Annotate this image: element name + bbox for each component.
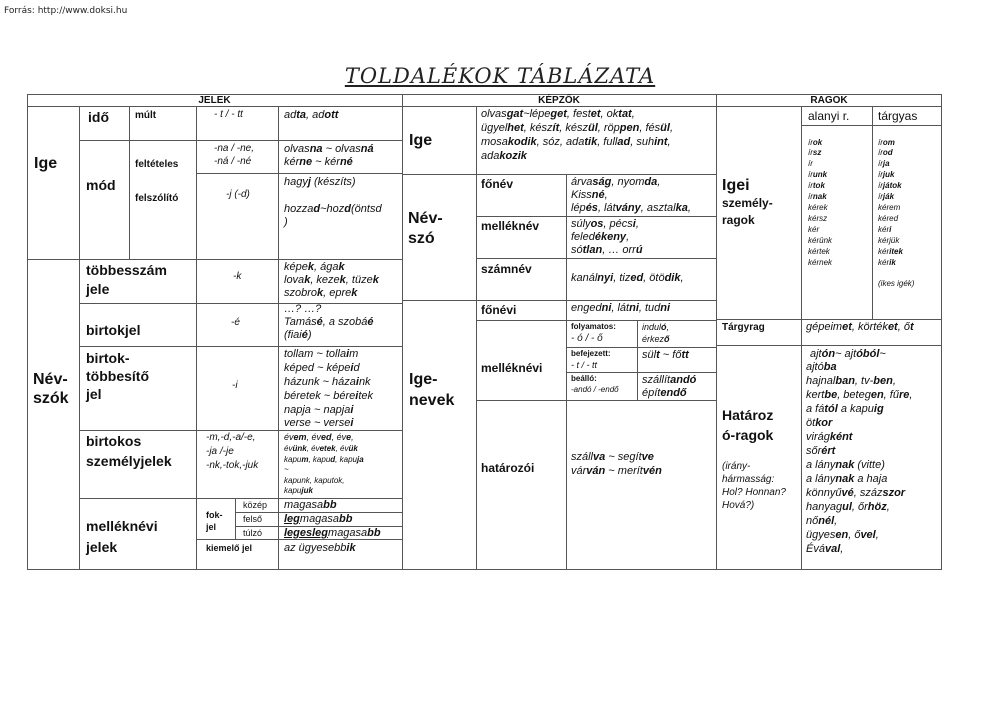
tobbes-ex-1: képek, ágak — [284, 261, 345, 273]
befejezett-label: befejezett: — [571, 349, 611, 358]
felszolito-ex-2: hozzad~hozd(öntsd — [284, 203, 382, 215]
fonev-label: főnév — [481, 177, 514, 191]
felteteles-suffix-1: -na / -ne, — [214, 143, 255, 154]
felszolito-suffix: -j (-d) — [226, 189, 250, 200]
targyrag-ex: gépeimet, körtéket, őt — [806, 321, 914, 333]
felteteles-label: feltételes — [135, 159, 179, 170]
tobbesito-label-2: többesítő — [86, 368, 149, 384]
list-item: kérek — [808, 203, 828, 212]
page-title: TOLDALÉKOK TÁBLÁZATA — [344, 64, 656, 88]
list-item: kéred — [878, 214, 899, 223]
targyas-header: tárgyas — [878, 109, 918, 123]
felszolito-ex-3: ) — [284, 216, 288, 228]
list-item: írom — [878, 138, 895, 147]
szamnev-label: számnév — [481, 262, 532, 276]
felso-label: felső — [243, 514, 263, 524]
kiemelo-label: kiemelő jel — [206, 543, 253, 553]
alanyi-header: alanyi r. — [808, 109, 850, 123]
tobbes-ex-3: szobrok, eprek — [284, 287, 358, 299]
list-item: kérnek — [808, 258, 833, 267]
hatarozo-ex: ajtón~ ajtóból~ — [810, 348, 886, 360]
tobbesito-ex: tollam ~ tollaim — [284, 348, 359, 360]
igenevek-label-2: nevek — [409, 392, 455, 409]
tulzo-ex: legeslegmagasabb — [284, 527, 381, 539]
beallo-suffix: -andó / -endő — [571, 385, 619, 394]
nevszok-label-1: Név- — [33, 371, 68, 388]
hatarozo-ex: ajtóba — [806, 361, 837, 373]
fokjel-label-2: jel — [206, 522, 217, 532]
nevszo-label-2: szó — [408, 230, 435, 247]
hatarozo-ex: nőnél, — [806, 515, 838, 527]
tobbesito-ex: házunk ~ házaink — [284, 376, 371, 388]
list-item: kérik — [878, 258, 896, 267]
targyrag-label: Tárgyrag — [722, 322, 765, 333]
igei-label-3: ragok — [722, 213, 755, 227]
list-item: írjátok — [878, 181, 902, 190]
szemely-label-1: birtokos — [86, 433, 142, 449]
mult-suffix: - t / - tt — [214, 109, 243, 120]
folyamatos-ex-2: érkező — [642, 334, 670, 344]
tulzo-label: túlzó — [243, 528, 263, 538]
hatarozo-ex: könnyűvé, százszor — [806, 487, 906, 499]
mellekneviIgenev-label: melléknévi — [481, 361, 543, 375]
folyamatos-suffix: - ó / - ő — [571, 333, 603, 344]
header-ragok: RAGOK — [810, 95, 848, 106]
kepzok-ige-ex: olvasgat~lépeget, festet, oktat, — [481, 108, 635, 120]
kiemelo-ex: az ügyesebbik — [284, 542, 356, 554]
hatarozo-ex: ügyesen, ővel, — [806, 529, 879, 541]
melleknev-ex: sótlan, … orrú — [571, 244, 643, 256]
list-item: írja — [878, 159, 890, 168]
melleknev-ex: feledékeny, — [571, 231, 630, 243]
tobbesito-label-3: jel — [86, 386, 102, 402]
beallo-label: beálló: — [571, 374, 597, 383]
igei-label-2: személy- — [722, 196, 773, 210]
tobbes-suffix: -k — [233, 271, 242, 282]
fonevi-ex: engedni, látni, tudni — [571, 302, 671, 314]
tobbes-label-2: jele — [86, 281, 110, 297]
hatarozo-ex: hanyagul, őrhöz, — [806, 501, 890, 513]
hatarozo-ex: sőrért — [806, 445, 836, 457]
list-item: írsz — [808, 148, 822, 157]
nevszo-label-1: Név- — [408, 210, 443, 227]
nevszok-label-2: szók — [33, 390, 69, 407]
szemely-ex: kapunk, kaputok, — [284, 476, 345, 485]
hatarozo-note: Hová?) — [722, 500, 755, 511]
hatarozo-note: (irány- — [722, 461, 751, 472]
felszolito-label: felszólító — [135, 193, 179, 204]
kepzok-ige-ex: ügyelhet, készít, készül, röppen, fésül, — [481, 122, 673, 134]
folyamatos-ex-1: induló, — [642, 322, 670, 332]
list-item: ír — [808, 159, 813, 168]
list-item: kérem — [878, 203, 901, 212]
befejezett-ex: sült ~ főtt — [642, 349, 689, 361]
list-item: kér — [808, 225, 820, 234]
melleknev-ex: súlyos, pécsi, — [571, 218, 639, 230]
list-item: kérünk — [808, 236, 833, 245]
szemely-suffix-3: -nk,-tok,-juk — [206, 460, 259, 471]
hatarozo-ex: ötkor — [806, 417, 833, 429]
header-kepzok: KÉPZŐK — [538, 95, 580, 106]
tobbes-label-1: többesszám — [86, 262, 167, 278]
mult-example: adta, adott — [284, 109, 339, 121]
list-item: kéri — [878, 225, 892, 234]
fonev-ex: árvaság, nyomda, — [571, 176, 661, 188]
hatarozo-ex: a lánynak (vitte) — [806, 459, 885, 471]
szemely-suffix-1: -m,-d,-a/-e, — [206, 432, 256, 443]
fonev-ex: Kissné, — [571, 189, 608, 201]
felteteles-ex-1: olvasna ~ olvasná — [284, 143, 374, 155]
hatarozo-ex: virágként — [806, 431, 853, 443]
list-item: írok — [808, 138, 823, 147]
mellekneviJelek-label-1: melléknévi — [86, 518, 158, 534]
tobbesito-suffix: -i — [232, 380, 238, 391]
befejezett-suffix: - t / - tt — [571, 360, 597, 370]
folyamatos-label: folyamatos: — [571, 322, 616, 331]
igenevek-label-1: Ige- — [409, 371, 438, 388]
szemely-ex: ~ — [284, 465, 289, 474]
hatarozo-ex: kertbe, betegen, fűre, — [806, 389, 913, 401]
felteteles-ex-2: kérne ~ kérné — [284, 156, 353, 168]
list-item: írnak — [808, 192, 827, 201]
birtokjel-ex-2: Tamásé, a szobáé — [284, 316, 374, 328]
ikes-note: (ikes igék) — [878, 279, 915, 288]
list-item: kérjük — [878, 236, 900, 245]
jelek-ige-label: Ige — [34, 155, 58, 172]
tobbes-ex-2: lovak, kezek, tüzek — [284, 274, 379, 286]
kepzok-ige-ex: adakozik — [481, 150, 527, 162]
fonevi-label: főnévi — [481, 303, 517, 317]
mult-label: múlt — [135, 110, 157, 121]
list-item: írtok — [808, 181, 825, 190]
list-item: kérsz — [808, 214, 828, 223]
mellekneviJelek-label-2: jelek — [86, 539, 118, 555]
birtokjel-label: birtokjel — [86, 322, 141, 338]
birtokjel-ex-3: (fiaié) — [284, 329, 312, 341]
beallo-ex-2: építendő — [642, 387, 687, 399]
hatarozo-ex: a fától a kapuig — [806, 403, 884, 415]
birtokjel-ex-1: …? …? — [284, 303, 322, 315]
tobbesito-ex: verse ~ versei — [284, 417, 354, 429]
hatarozo-ex: a lánynak a haja — [806, 473, 888, 485]
szemely-ex: évem, éved, éve, — [284, 432, 354, 442]
list-item: kértek — [808, 247, 830, 256]
hatarozo-ex: hajnalban, tv-ben, — [806, 375, 896, 387]
hatarozoi-label: határozói — [481, 461, 535, 475]
birtokjel-suffix: -é — [231, 317, 240, 328]
beallo-ex-1: szállítandó — [642, 374, 697, 386]
hatarozoi-ex-2: várván ~ merítvén — [571, 465, 662, 477]
list-item: írják — [878, 192, 895, 201]
szemely-ex: évünk, évetek, évük — [284, 444, 358, 453]
tobbesito-ex: képed ~ képeid — [284, 362, 360, 374]
hatarozoi-ex-1: szállva ~ segítve — [571, 451, 654, 463]
mod-label: mód — [86, 177, 116, 193]
list-item: írjuk — [878, 170, 895, 179]
szamnev-ex: kanálnyi, tized, ötödik, — [571, 272, 684, 284]
kepzok-ige-label: Ige — [409, 132, 433, 149]
felszolito-ex-1: hagyj (készíts) — [284, 176, 356, 188]
szemely-ex: kapujuk — [284, 486, 313, 495]
list-item: kéritek — [878, 247, 903, 256]
source-note: Forrás: http://www.doksi.hu — [4, 6, 128, 16]
header-jelek: JELEK — [198, 95, 231, 106]
list-item: írod — [878, 148, 893, 157]
szemely-ex: kapum, kapud, kapuja — [284, 455, 364, 464]
fokjel-label-1: fok- — [206, 510, 223, 520]
tobbesito-ex: béretek ~ béreitek — [284, 390, 373, 402]
hatarozo-label-1: Határoz — [722, 407, 774, 423]
szemely-label-2: személyjelek — [86, 453, 172, 469]
fonev-ex: lépés, látvány, asztalka, — [571, 202, 691, 214]
igei-label-1: Igei — [722, 177, 750, 194]
szemely-suffix-2: -ja /-je — [206, 446, 234, 457]
tobbesito-label-1: birtok- — [86, 350, 130, 366]
kozep-label: közép — [243, 500, 268, 510]
list-item: írunk — [808, 170, 828, 179]
hatarozo-note: Hol? Honnan? — [722, 487, 786, 498]
kozep-ex: magasabb — [284, 499, 337, 511]
hatarozo-ex: Évával, — [806, 543, 844, 555]
tobbesito-ex: napja ~ napjai — [284, 404, 354, 416]
melleknev-label: melléknév — [481, 219, 540, 233]
felso-ex: legmagasabb — [284, 513, 353, 525]
hatarozo-note: hármasság: — [722, 474, 775, 485]
felteteles-suffix-2: -ná / -né — [214, 156, 252, 167]
hatarozo-label-2: ó-ragok — [722, 427, 774, 443]
kepzok-ige-ex: mosakodik, sóz, adatik, fullad, suhint, — [481, 136, 671, 148]
ido-label: idő — [88, 109, 109, 125]
